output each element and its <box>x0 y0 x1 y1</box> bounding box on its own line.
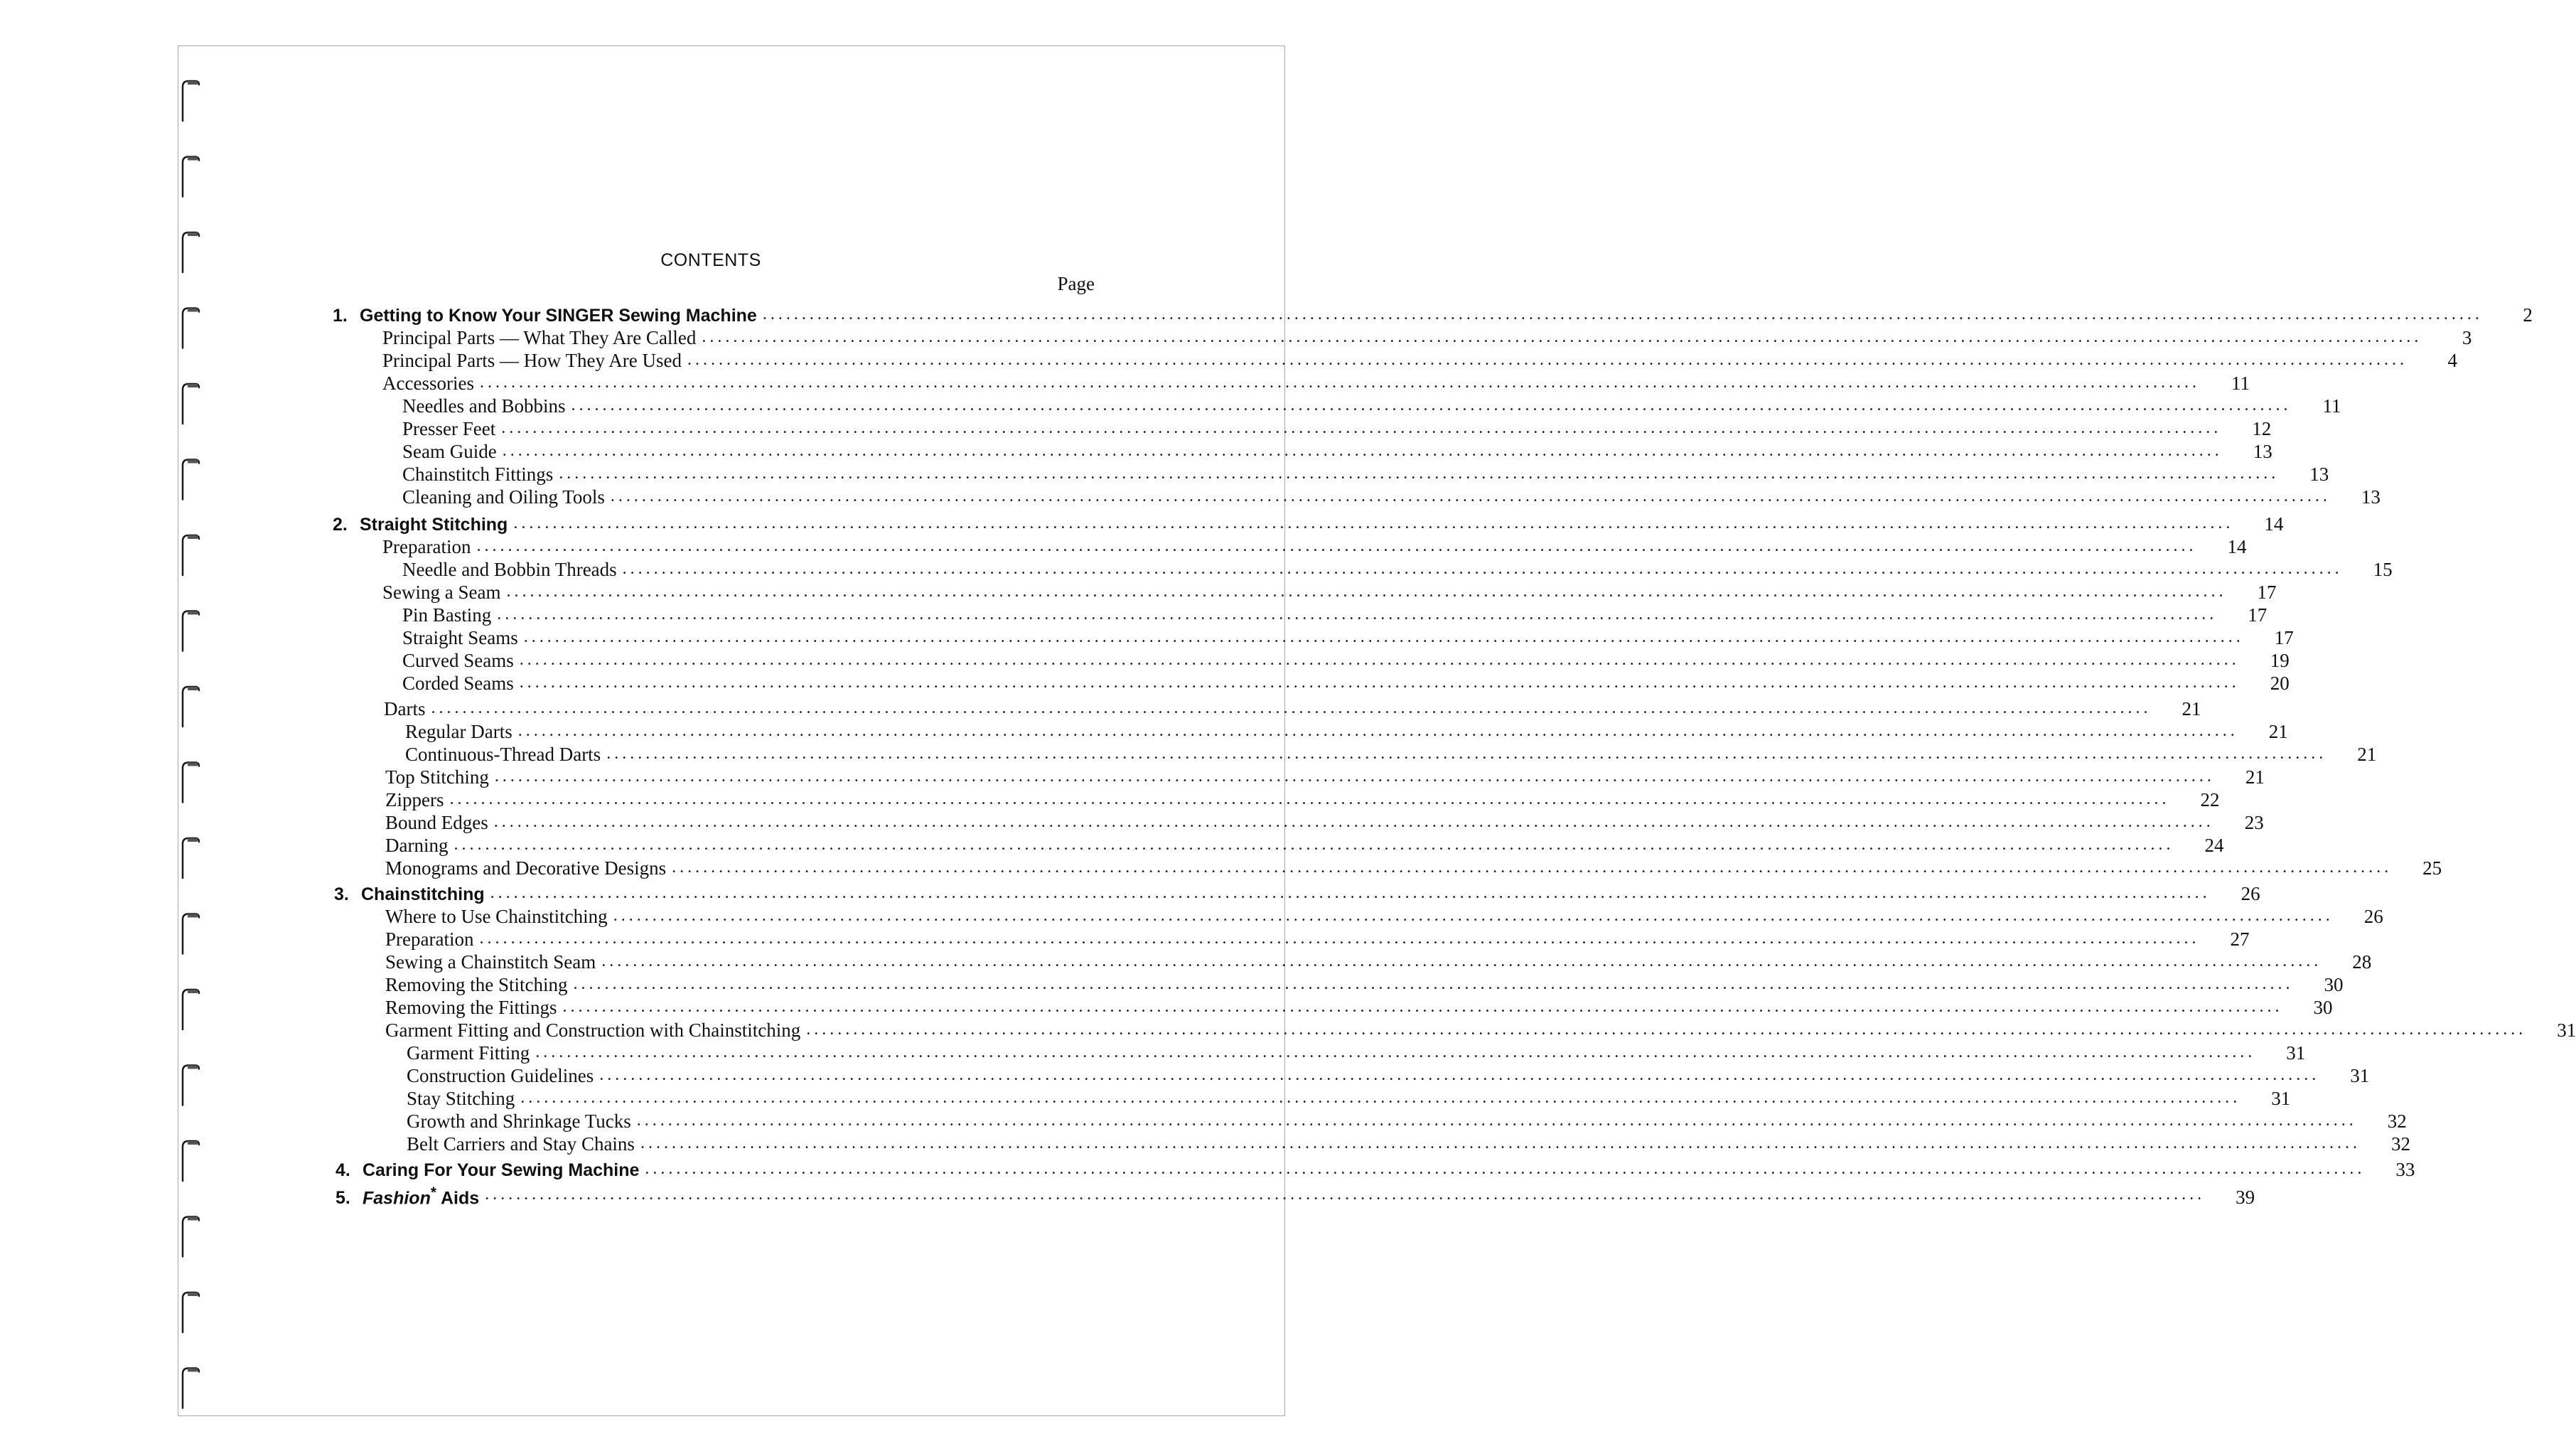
entry-page: 26 <box>2363 906 2383 927</box>
section-number: 4. <box>336 1160 350 1180</box>
entry-label: Removing the Fittings <box>385 997 557 1018</box>
entry-page: 13 <box>2309 464 2329 485</box>
toc-entry[interactable] <box>407 1088 2291 1110</box>
entry-page: 15 <box>2373 559 2393 580</box>
dot-leader: ............................................................................................................................................................................................................................ <box>501 419 2222 437</box>
entry-label: Regular Darts <box>405 721 512 742</box>
entry-page: 19 <box>2270 650 2290 671</box>
section-number: 3. <box>334 884 349 904</box>
entry-page: 21 <box>2357 744 2377 765</box>
entry-page: 30 <box>2313 997 2333 1018</box>
entry-label: Presser Feet <box>402 418 496 439</box>
dot-leader: ............................................................................................................................................................................................................................ <box>640 1134 2361 1152</box>
entry-page: 30 <box>2324 974 2344 995</box>
entry-label: Monograms and Decorative Designs <box>385 857 667 879</box>
entry-label: Sewing a Seam <box>382 582 501 603</box>
toc-entry[interactable] <box>402 486 2381 509</box>
entry-label: Needles and Bobbins <box>402 395 566 417</box>
entry-label: Cleaning and Oiling Tools <box>402 486 605 508</box>
toc-entry[interactable] <box>405 721 2288 744</box>
toc-entry[interactable] <box>385 951 2372 974</box>
entry-label: Needle and Bobbin Threads <box>402 559 617 580</box>
dot-leader: ............................................................................................................................................................................................................................ <box>601 952 2322 970</box>
dot-leader: ............................................................................................................................................................................................................................ <box>490 884 2211 902</box>
entry-page: 12 <box>2252 418 2272 439</box>
entry-label: Accessories <box>382 373 474 394</box>
toc-entry-section-4[interactable] <box>336 1159 2415 1182</box>
dot-leader: ............................................................................................................................................................................................................................ <box>535 1043 2256 1061</box>
entry-label: Darts <box>384 698 426 719</box>
entry-page: 21 <box>2245 766 2265 788</box>
toc-entry[interactable] <box>385 974 2344 997</box>
toc-entry[interactable] <box>385 789 2220 812</box>
dot-leader: ............................................................................................................................................................................................................................ <box>599 1066 2320 1084</box>
toc-entry[interactable] <box>382 536 2247 559</box>
toc-entry-section-2[interactable] <box>333 513 2284 536</box>
toc-entry[interactable] <box>402 418 2272 441</box>
dot-leader: ............................................................................................................................................................................................................................ <box>702 328 2422 346</box>
toc-entry[interactable] <box>382 350 2457 373</box>
entry-label: Corded Seams <box>402 673 514 694</box>
entry-page: 26 <box>2240 883 2260 904</box>
toc-entry[interactable] <box>402 604 2268 627</box>
dot-leader: ............................................................................................................................................................................................................................ <box>502 441 2223 460</box>
entry-page: 13 <box>2253 441 2272 462</box>
dot-leader: ............................................................................................................................................................................................................................ <box>573 975 2294 993</box>
entry-label: Preparation <box>382 536 471 557</box>
entry-label: Sewing a Chainstitch Seam <box>385 951 596 973</box>
toc-entry[interactable] <box>385 928 2250 951</box>
dot-leader: ............................................................................................................................................................................................................................ <box>517 722 2238 740</box>
entry-page: 32 <box>2390 1133 2410 1155</box>
entry-label: Caring For Your Sewing Machine <box>363 1160 640 1180</box>
toc-entry[interactable] <box>385 857 2442 880</box>
entry-label <box>363 1184 485 1209</box>
dot-leader: ............................................................................................................................................................................................................................ <box>519 651 2240 669</box>
toc-entry-section-3[interactable] <box>334 883 2260 906</box>
dot-leader: ............................................................................................................................................................................................................................ <box>497 605 2218 623</box>
entry-label: Garment Fitting and Construction with Chainstitching <box>385 1019 801 1041</box>
toc-entry[interactable] <box>407 1110 2407 1133</box>
toc-entry[interactable] <box>402 673 2290 695</box>
entry-page: 31 <box>2286 1042 2306 1064</box>
entry-label: Garment Fitting <box>407 1042 530 1064</box>
dot-leader: ............................................................................................................................................................................................................................ <box>636 1111 2357 1130</box>
dot-leader: ............................................................................................................................................................................................................................ <box>672 858 2393 877</box>
fashion-trademark-word: Fashion <box>363 1188 431 1209</box>
contents-title: CONTENTS <box>660 250 761 270</box>
dot-leader: ............................................................................................................................................................................................................................ <box>520 1088 2241 1107</box>
entry-label: Preparation <box>385 928 474 950</box>
entry-page: 32 <box>2387 1110 2407 1132</box>
toc-entry[interactable] <box>402 441 2272 464</box>
entry-page: 39 <box>2236 1187 2255 1209</box>
toc-entry[interactable] <box>402 559 2393 582</box>
toc-entry[interactable] <box>382 582 2277 604</box>
dot-leader: ............................................................................................................................................................................................................................ <box>476 537 2197 555</box>
entry-label: Zippers <box>385 789 444 810</box>
entry-label: Continuous-Thread Darts <box>405 744 601 765</box>
dot-leader: ............................................................................................................................................................................................................................ <box>485 1185 2206 1204</box>
entry-label: Darning <box>385 835 449 856</box>
entry-page: 14 <box>2264 513 2284 535</box>
dot-leader: ............................................................................................................................................................................................................................ <box>454 835 2174 854</box>
toc-entry[interactable] <box>402 650 2290 673</box>
dot-leader: ............................................................................................................................................................................................................................ <box>523 628 2244 646</box>
toc-entry[interactable] <box>385 812 2264 835</box>
dot-leader: ............................................................................................................................................................................................................................ <box>562 997 2283 1016</box>
toc-entry[interactable] <box>385 766 2265 789</box>
entry-page: 3 <box>2462 327 2472 348</box>
entry-label: Curved Seams <box>402 650 514 671</box>
toc-entry[interactable] <box>407 1042 2306 1065</box>
entry-page: 33 <box>2395 1159 2415 1180</box>
entry-page: 31 <box>2271 1088 2291 1109</box>
dot-leader: ............................................................................................................................................................................................................................ <box>513 514 2234 532</box>
section-number: 2. <box>333 515 348 535</box>
dot-leader: ............................................................................................................................................................................................................................ <box>645 1160 2366 1178</box>
dot-leader: ............................................................................................................................................................................................................................ <box>431 699 2152 717</box>
entry-label: Top Stitching <box>385 766 489 788</box>
toc-entry[interactable] <box>402 627 2294 650</box>
entry-page: 17 <box>2248 604 2268 626</box>
dot-leader: ............................................................................................................................................................................................................................ <box>449 790 2170 808</box>
section-number: 5. <box>336 1188 350 1209</box>
dot-leader: ............................................................................................................................................................................................................................ <box>493 813 2214 831</box>
entry-page: 22 <box>2200 789 2220 810</box>
dot-leader: ............................................................................................................................................................................................................................ <box>494 767 2215 786</box>
toc-entry-section-5[interactable] <box>336 1184 2255 1209</box>
toc-entry[interactable] <box>385 835 2224 857</box>
entry-page: 17 <box>2257 582 2277 603</box>
dot-leader: ............................................................................................................................................................................................................................ <box>610 487 2331 505</box>
section-number: 1. <box>333 306 348 326</box>
entry-page: 31 <box>2350 1065 2370 1086</box>
entry-page: 27 <box>2230 928 2250 950</box>
entry-page: 11 <box>2231 373 2250 394</box>
trademark-mark: * <box>430 1184 436 1201</box>
dot-leader: ............................................................................................................................................................................................................................ <box>606 744 2327 763</box>
toc-entry[interactable] <box>407 1065 2370 1088</box>
entry-page: 21 <box>2181 698 2201 719</box>
dot-leader: ............................................................................................................................................................................................................................ <box>622 560 2343 578</box>
entry-label-rest: Aids <box>436 1188 480 1209</box>
dot-leader: ............................................................................................................................................................................................................................ <box>479 929 2200 948</box>
toc-entry[interactable] <box>382 373 2250 395</box>
dot-leader: ............................................................................................................................................................................................................................ <box>762 305 2483 323</box>
dot-leader: ............................................................................................................................................................................................................................ <box>479 373 2200 392</box>
entry-label: Principal Parts — How They Are Used <box>382 350 682 371</box>
entry-label: Construction Guidelines <box>407 1065 594 1086</box>
entry-label: Straight Seams <box>402 627 518 648</box>
entry-page: 25 <box>2422 857 2442 879</box>
entry-page: 24 <box>2204 835 2224 856</box>
entry-page: 31 <box>2557 1019 2576 1041</box>
dot-leader: ............................................................................................................................................................................................................................ <box>506 582 2227 601</box>
entry-label: Chainstitching <box>361 884 485 904</box>
entry-page: 11 <box>2322 395 2341 417</box>
entry-page: 21 <box>2268 721 2288 742</box>
entry-label: Seam Guide <box>402 441 497 462</box>
toc-entry-section-1[interactable] <box>333 304 2533 327</box>
entry-label: Where to Use Chainstitching <box>385 906 608 927</box>
entry-page: 20 <box>2270 673 2290 694</box>
entry-page: 13 <box>2361 486 2381 508</box>
entry-label: Pin Basting <box>402 604 492 626</box>
toc-entry[interactable] <box>384 698 2201 721</box>
toc-entry[interactable] <box>405 744 2377 766</box>
entry-label: Principal Parts — What They Are Called <box>382 327 697 348</box>
toc-entry[interactable] <box>382 327 2472 350</box>
dot-leader: ............................................................................................................................................................................................................................ <box>687 350 2408 369</box>
dot-leader: ............................................................................................................................................................................................................................ <box>806 1020 2527 1039</box>
toc-entry[interactable] <box>402 464 2329 486</box>
dot-leader: ............................................................................................................................................................................................................................ <box>571 396 2292 414</box>
toc-entry[interactable] <box>402 395 2341 418</box>
entry-label: Bound Edges <box>385 812 488 833</box>
entry-page: 14 <box>2227 536 2247 557</box>
entry-label: Belt Carriers and Stay Chains <box>407 1133 635 1155</box>
toc-entry[interactable] <box>407 1133 2410 1156</box>
toc-entry[interactable] <box>385 906 2383 928</box>
toc-entry[interactable] <box>385 997 2333 1019</box>
entry-page: 4 <box>2447 350 2457 371</box>
entry-label: Growth and Shrinkage Tucks <box>407 1110 631 1132</box>
entry-page: 2 <box>2523 304 2533 326</box>
entry-label: Chainstitch Fittings <box>402 464 554 485</box>
entry-page: 23 <box>2244 812 2264 833</box>
toc-entry[interactable] <box>385 1019 2576 1042</box>
entry-page: 17 <box>2274 627 2294 648</box>
dot-leader: ............................................................................................................................................................................................................................ <box>613 906 2334 925</box>
entry-label: Straight Stitching <box>360 515 508 535</box>
entry-page: 28 <box>2352 951 2372 973</box>
entry-label: Getting to Know Your SINGER Sewing Machine <box>360 306 757 326</box>
entry-label: Removing the Stitching <box>385 974 568 995</box>
dot-leader: ............................................................................................................................................................................................................................ <box>559 464 2280 483</box>
page-column-heading: Page <box>1057 273 1095 294</box>
entry-label: Stay Stitching <box>407 1088 515 1109</box>
dot-leader: ............................................................................................................................................................................................................................ <box>519 673 2240 692</box>
